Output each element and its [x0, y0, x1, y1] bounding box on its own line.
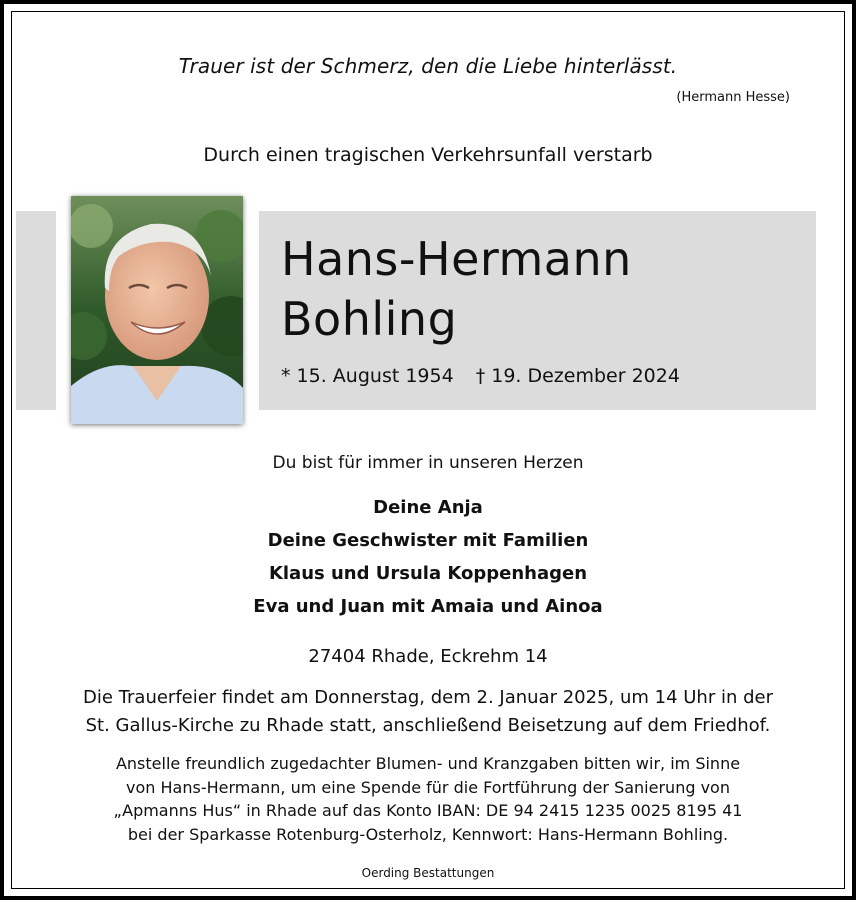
mourner-line: Eva und Juan mit Amaia und Ainoa	[253, 596, 603, 617]
ceremony-line: St. Gallus-Kirche zu Rhade statt, anschließend Beisetzung auf dem Friedhof.	[85, 715, 771, 736]
donation-line: Anstelle freundlich zugedachter Blumen- und Kranzgaben bitten wir, im Sinne	[115, 754, 741, 773]
mourner-line: Deine Geschwister mit Familien	[267, 530, 589, 551]
motto-author: (Hermann Hesse)	[676, 90, 790, 105]
mourners-list	[0, 491, 856, 623]
motto-quote: Trauer ist der Schmerz, den die Liebe hinterlässt.	[178, 54, 678, 78]
intro-text: Durch einen tragischen Verkehrsunfall verstarb	[203, 144, 653, 166]
address: 27404 Rhade, Eckrehm 14	[308, 646, 548, 667]
deceased-name	[281, 229, 632, 349]
portrait-photo	[71, 196, 243, 424]
death-date: † 19. Dezember 2024	[475, 365, 680, 387]
deceased-last-name: Bohling	[281, 292, 458, 346]
ceremony-line: Die Trauerfeier findet am Donnerstag, dem 2. Januar 2025, um 14 Uhr in der	[83, 687, 773, 708]
ceremony-info	[0, 684, 856, 740]
farewell-line: Du bist für immer in unseren Herzen	[272, 453, 584, 473]
deceased-first-name: Hans-Hermann	[281, 232, 632, 286]
undertaker: Oerding Bestattungen	[361, 866, 495, 880]
donation-line: bei der Sparkasse Rotenburg-Osterholz, Kennwort: Hans-Hermann Bohling.	[127, 824, 729, 844]
birth-date: * 15. August 1954	[281, 365, 454, 387]
donation-line: von Hans-Hermann, um eine Spende für die Fortführung der Sanierung von	[126, 777, 730, 797]
donation-line: „Apmanns Hus“ in Rhade auf das Konto IBAN: DE 94 2415 1235 0025 8195 41	[113, 801, 743, 820]
mourner-line: Klaus und Ursula Koppenhagen	[268, 563, 588, 584]
mourner-line: Deine Anja	[373, 497, 483, 518]
donation-request	[0, 752, 856, 846]
life-dates	[281, 365, 680, 387]
grey-band-left	[16, 211, 56, 410]
